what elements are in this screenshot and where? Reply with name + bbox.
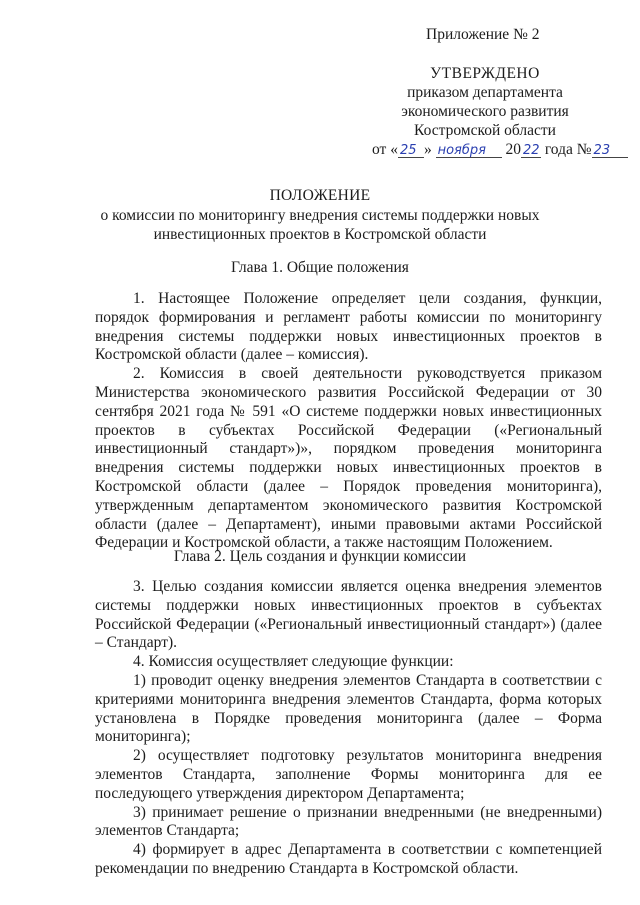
function-item-2: 2) осуществляет подготовку результатов мониторинга внедрения элементов Стандарта, заполнение Формы мониторинга для ее последующего утверждения директором Департамента; [95, 747, 602, 802]
handwritten-order-number: 23 [592, 144, 628, 158]
date-suffix: года № [544, 141, 592, 158]
document-subtitle-line-1: о комиссии по мониторингу внедрения системы поддержки новых [100, 207, 540, 224]
year-prefix: 20 [505, 141, 521, 158]
chapter-1-body [95, 290, 602, 553]
approved-by-line-2: экономического развития [401, 103, 569, 120]
paragraph-2: 2. Комиссия в своей деятельности руководствуется приказом Министерства экономического развития Российской Федерации от 30 сентября 2021 года № 591 «О системе поддержки новых инвестиционных проектов в субъектах Российской Федерации («Региональный инвестиционный стандарт»)», порядком проведения мониторинга внедрения системы поддержки новых инвестиционных проектов в Костромской области (далее – Порядок проведения мониторинга), утвержденным департаментом экономического развития Костромской области (далее – Департамент), иными правовыми актами Российской Федерации и Костромской области, а также настоящим Положением. [95, 365, 602, 552]
handwritten-month: ноября [436, 144, 502, 158]
approved-label: УТВЕРЖДЕНО [430, 65, 540, 82]
approved-by-line-1: приказом департамента [407, 84, 563, 101]
function-item-4: 4) формирует в адрес Департамента в соответствии с компетенцией рекомендации по внедрению Стандарта в Костромской области. [95, 841, 602, 877]
chapter-2-body [95, 578, 602, 879]
handwritten-year: 22 [522, 143, 540, 158]
date-prefix: от « [372, 141, 398, 158]
document-title: ПОЛОЖЕНИЕ [269, 187, 371, 204]
document-subtitle-line-2: инвестиционных проектов в Костромской области [153, 226, 487, 243]
chapter-1-heading: Глава 1. Общие положения [231, 259, 409, 276]
chapter-2-heading: Глава 2. Цель создания и функции комиссии [173, 548, 467, 565]
date-mid: » [423, 141, 432, 158]
function-item-1: 1) проводит оценку внедрения элементов Стандарта в соответствии с критериями мониторинга внедрения элементов Стандарта, форма которых установлена в Порядке проведения мониторинга (далее – Форма мониторинга); [95, 671, 602, 746]
appendix-label: Приложение № 2 [426, 26, 540, 43]
paragraph-4: 4. Комиссия осуществляет следующие функции: [133, 653, 454, 671]
handwritten-day: 25 [398, 144, 424, 158]
approval-stamp-block [370, 64, 611, 159]
approved-by-line-3: Костромской области [414, 122, 556, 139]
function-item-3: 3) принимает решение о признании внедренными (не внедренными) элементов Стандарта; [95, 803, 602, 840]
paragraph-3: 3. Целью создания комиссии является оценка внедрения элементов системы поддержки новых инвестиционных проектов в субъектах Российской Федерации («Региональный инвестиционный стандарт») (далее – Стандарт). [95, 578, 602, 652]
paragraph-1: 1. Настоящее Положение определяет цели создания, функции, порядок формирования и регламент работы комиссии по мониторингу внедрения системы поддержки новых инвестиционных проектов в Костромской области (далее – комиссия). [95, 290, 602, 364]
order-date-line [370, 140, 611, 159]
